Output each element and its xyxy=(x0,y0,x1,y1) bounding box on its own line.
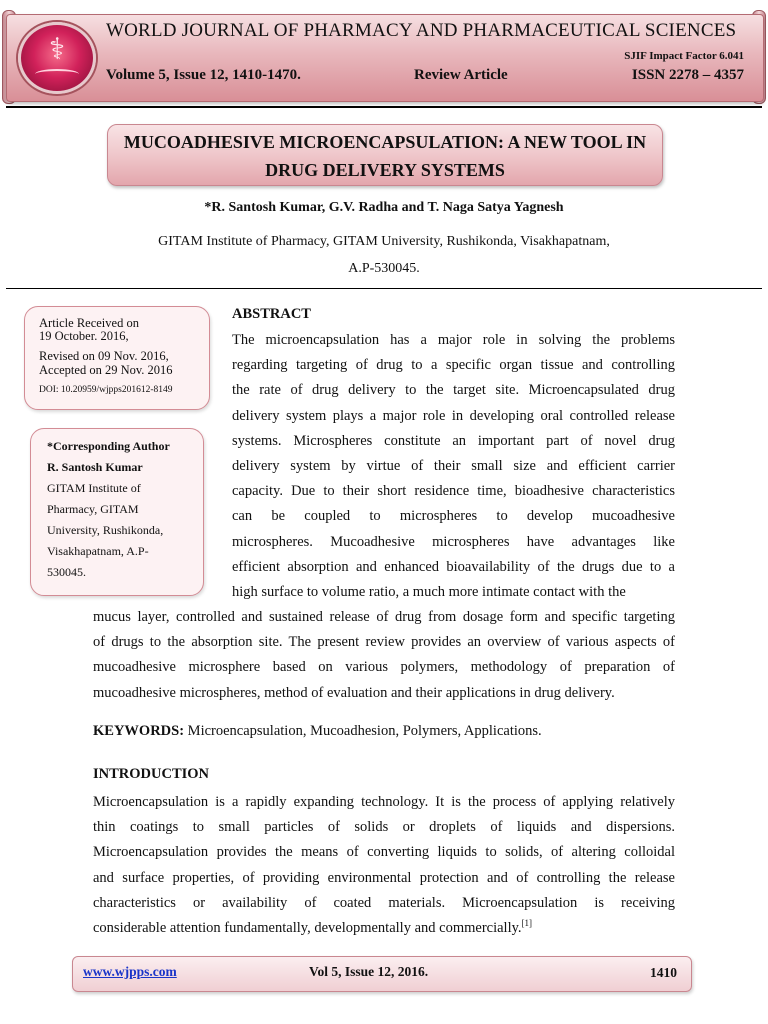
journal-logo xyxy=(18,22,96,94)
abstract-line: microspheres. Mucoadhesive microspheres have advantages like xyxy=(232,533,675,550)
abstract-line: delivery system by virtue of their small size and efficient carrier xyxy=(232,457,675,474)
abstract-line: mucus layer, controlled and sustained release of drug from dosage form and specific targeting xyxy=(93,609,675,625)
abstract-line: efficient absorption and enhanced bioavailability of the drugs due to a xyxy=(232,558,675,575)
abstract-line: systems. Microspheres constitute an important part of novel drug xyxy=(232,432,675,449)
keywords-label: KEYWORDS: xyxy=(93,723,185,739)
citation-superscript[interactable]: [1] xyxy=(521,917,533,928)
revised-date: Revised on 09 Nov. 2016, xyxy=(39,349,169,363)
corresponding-author-address-line: University, Rushikonda, xyxy=(47,523,164,537)
abstract-text-column xyxy=(232,328,675,605)
section-divider xyxy=(6,288,762,289)
introduction-line: thin coatings to small particles of solids or droplets of liquids and dispersions. xyxy=(93,819,675,836)
article-title-line-1: MUCOADHESIVE MICROENCAPSULATION: A NEW TOOL IN xyxy=(123,132,647,152)
abstract-line: can be coupled to microspheres to develop mucoadhesive xyxy=(232,508,675,525)
author-list: *R. Santosh Kumar, G.V. Radha and T. Naga Satya Yagnesh xyxy=(204,200,564,215)
article-title-line-2: DRUG DELIVERY SYSTEMS xyxy=(265,160,505,180)
caduceus-emblem-icon: ⚕ xyxy=(48,32,66,67)
affiliation-line-1: GITAM Institute of Pharmacy, GITAM University, Rushikonda, Visakhapatnam, xyxy=(158,234,610,249)
journal-website-link[interactable]: www.wjpps.com xyxy=(83,964,177,979)
affiliation-line-2: A.P-530045. xyxy=(348,261,420,276)
keywords xyxy=(93,723,542,740)
abstract-line: capacity. Due to their short residence time, bioadhesive characteristics xyxy=(232,483,675,500)
introduction-line: Microencapsulation provides the means of converting liquids to solids, of altering colloidal xyxy=(93,844,675,861)
header-divider xyxy=(6,106,762,108)
introduction-heading: INTRODUCTION xyxy=(93,766,210,782)
keywords-text: Microencapsulation, Mucoadhesion, Polymers, Applications. xyxy=(184,723,542,739)
corresponding-author-address-line: GITAM Institute of xyxy=(47,481,141,495)
accepted-date: Accepted on 29 Nov. 2016 xyxy=(39,363,173,377)
abstract-line: The microencapsulation has a major role in solving the problems xyxy=(232,332,675,348)
corresponding-author-label: *Corresponding Author xyxy=(47,439,170,453)
abstract-heading: ABSTRACT xyxy=(232,306,311,322)
received-date: 19 October. 2016, xyxy=(39,329,129,343)
doi: DOI: 10.20959/wjpps201612-8149 xyxy=(39,385,173,395)
article-history-box xyxy=(24,306,210,410)
abstract-line: regarding targeting of drug to a specific organ tissue and controlling xyxy=(232,357,675,374)
volume-issue: Volume 5, Issue 12, 1410-1470. xyxy=(106,67,301,83)
abstract-line: mucoadhesive microsphere based on various polymers, methodology of preparation of xyxy=(93,659,675,676)
introduction-line: Microencapsulation is a rapidly expanding technology. It is the process of applying relatively xyxy=(93,794,675,810)
introduction-text xyxy=(93,790,675,941)
impact-factor: SJIF Impact Factor 6.041 xyxy=(624,50,744,62)
introduction-line: considerable attention fundamentally, developmentally and commercially. xyxy=(93,919,522,936)
received-label: Article Received on xyxy=(39,316,139,330)
footer-volume: Vol 5, Issue 12, 2016. xyxy=(309,964,429,979)
abstract-line: mucoadhesive microspheres, method of evaluation and their applications in drug delivery. xyxy=(93,684,615,701)
abstract-line: of drugs to the absorption site. The present review provides an overview of various aspects of xyxy=(93,634,675,651)
abstract-line: high surface to volume ratio, a much more intimate contact with the xyxy=(232,583,626,600)
corresponding-author-address-line: 530045. xyxy=(47,565,86,579)
page-number: 1410 xyxy=(650,965,677,980)
introduction-line: and surface properties, of providing environmental protection and of controlling the release xyxy=(93,869,675,886)
introduction-line: characteristics or availability of coated materials. Microencapsulation is receiving xyxy=(93,894,675,911)
article-title-box xyxy=(107,124,663,186)
issn: ISSN 2278 – 4357 xyxy=(631,67,744,83)
journal-title: WORLD JOURNAL OF PHARMACY AND PHARMACEUTICAL SCIENCES xyxy=(106,20,737,41)
logo-wreath xyxy=(35,69,79,79)
page-footer xyxy=(72,956,692,992)
introduction-last-line xyxy=(93,916,675,941)
abstract-line: delivery system plays a major role in developing oral controlled release xyxy=(232,407,675,424)
corresponding-author-address-line: Pharmacy, GITAM xyxy=(47,502,139,516)
corresponding-author-name: R. Santosh Kumar xyxy=(47,460,143,474)
article-type: Review Article xyxy=(414,67,508,83)
corresponding-author-box xyxy=(30,428,204,596)
abstract-line: the rate of drug delivery to the target site. Microencapsulated drug xyxy=(232,382,675,399)
abstract-text-wide xyxy=(93,605,675,706)
corresponding-author-address-line: Visakhapatnam, A.P- xyxy=(47,544,149,558)
